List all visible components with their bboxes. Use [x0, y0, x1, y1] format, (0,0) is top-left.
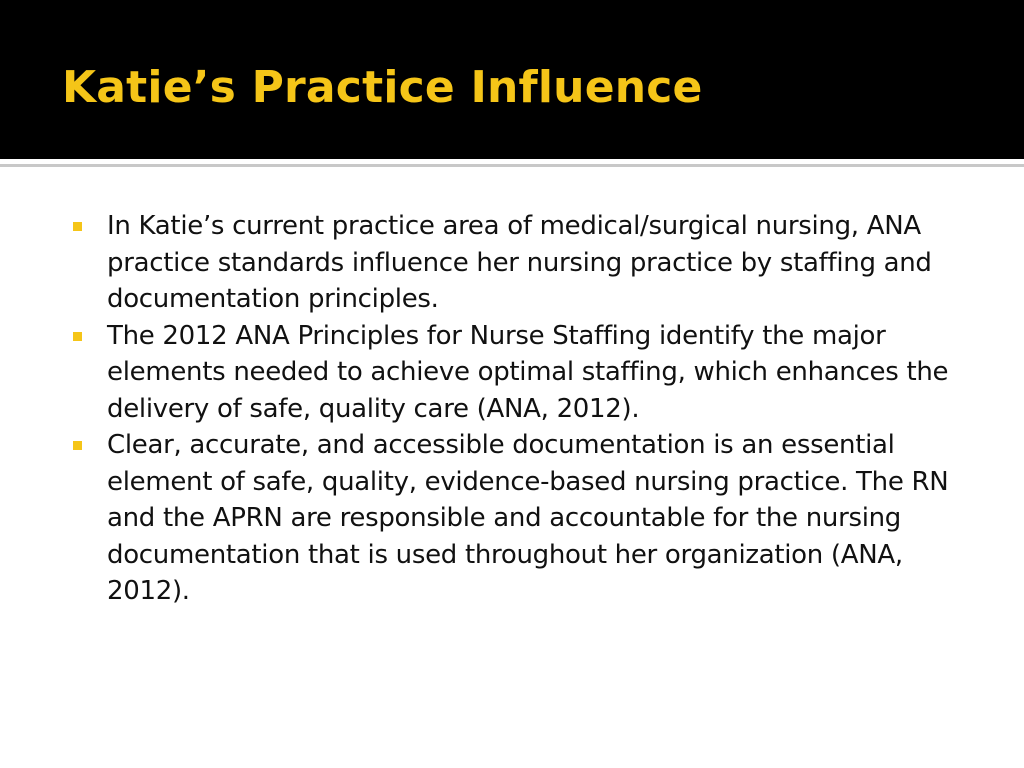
square-bullet-icon: [73, 332, 82, 341]
slide-title: Katie’s Practice Influence: [62, 62, 703, 113]
title-bar: [0, 0, 1024, 159]
bullet-list: [70, 208, 970, 610]
bullet-text: In Katie’s current practice area of medical/surgical nursing, ANA practice standards influence her nursing practice by staffing and documentation principles.: [107, 211, 932, 314]
bullet-item: [70, 318, 970, 428]
square-bullet-icon: [73, 222, 82, 231]
square-bullet-icon: [73, 441, 82, 450]
bullet-item: [70, 208, 970, 318]
bullet-text: Clear, accurate, and accessible documentation is an essential element of safe, quality, evidence-based nursing practice. The RN and the APRN are responsible and accountable for the nursing documentation that is used throughout her organization (ANA, 2012).: [107, 430, 949, 606]
bullet-text: The 2012 ANA Principles for Nurse Staffing identify the major elements needed to achieve optimal staffing, which enhances the delivery of safe, quality care (ANA, 2012).: [107, 320, 949, 424]
bullet-item: [70, 427, 970, 610]
title-divider-rule: [0, 164, 1024, 167]
